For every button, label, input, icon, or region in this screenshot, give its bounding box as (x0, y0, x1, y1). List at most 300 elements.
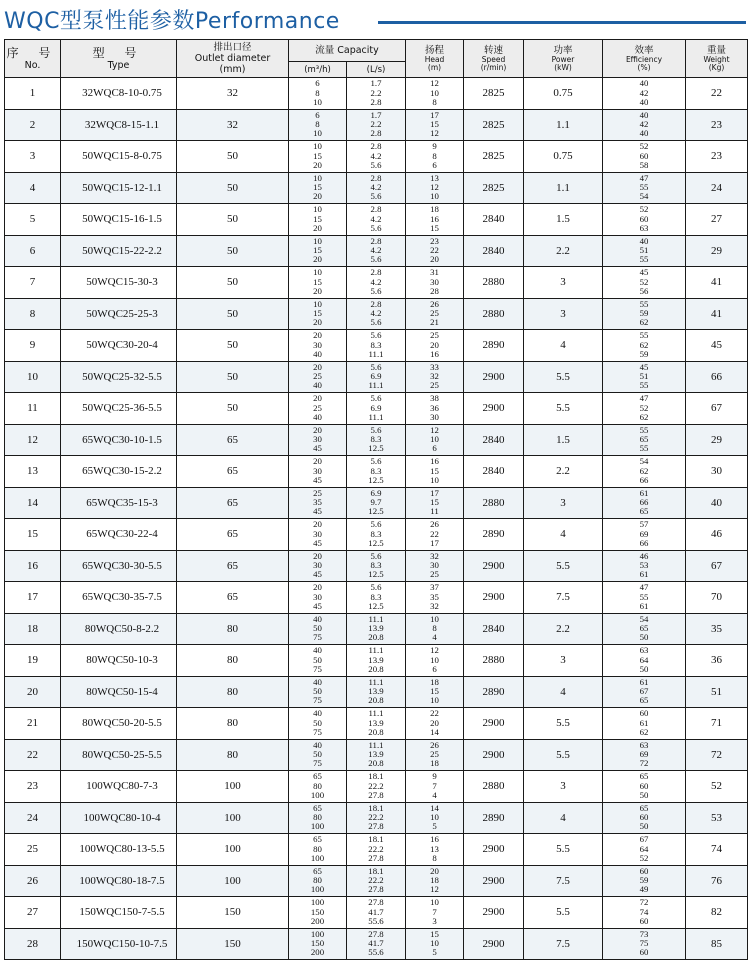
cell-flow-m3h-value: 10 (313, 141, 322, 152)
cell-efficiency-value: 53 (639, 560, 649, 571)
cell-flow-m3h-value: 20 (313, 456, 322, 467)
table-row (5, 456, 748, 488)
cell-diameter: 65 (177, 582, 289, 614)
cell-flow-ls-value: 12.5 (368, 474, 384, 485)
cell-flow-ls-value: 8.3 (370, 465, 382, 476)
cell-flow-m3h (289, 928, 347, 960)
cell-weight: 41 (686, 267, 748, 299)
cell-flow-m3h-value: 15 (313, 150, 322, 161)
cell-head-value: 30 (430, 276, 439, 287)
cell-head-value: 23 (430, 235, 439, 246)
cell-flow-ls-value: 22.2 (368, 843, 384, 854)
cell-flow-m3h-value: 50 (313, 717, 322, 728)
table-row (5, 487, 748, 519)
cell-flow-ls-value: 8.3 (370, 434, 382, 445)
cell-flow-m3h-value: 100 (310, 821, 325, 832)
header-cap-unit-m3h: (m³/h) (304, 64, 331, 75)
cell-flow-ls-value: 5.6 (370, 519, 382, 530)
cell-head-value: 10 (430, 897, 439, 908)
cell-efficiency-value: 61 (639, 569, 649, 580)
cell-flow-m3h (289, 204, 347, 236)
cell-efficiency (603, 897, 686, 929)
cell-head-value: 15 (430, 465, 439, 476)
cell-flow-m3h-value: 100 (310, 897, 325, 908)
cell-flow-m3h-value: 100 (310, 789, 325, 800)
cell-no: 19 (5, 645, 61, 677)
cell-speed: 2900 (464, 928, 524, 960)
cell-flow-m3h (289, 582, 347, 614)
cell-flow-ls-value: 11.1 (368, 411, 384, 422)
cell-flow-m3h (289, 676, 347, 708)
cell-diameter: 80 (177, 676, 289, 708)
table-row (5, 865, 748, 897)
cell-flow-m3h-value: 20 (313, 191, 322, 202)
cell-efficiency-value: 66 (639, 537, 649, 548)
cell-efficiency-value: 65 (639, 623, 649, 634)
cell-flow-ls (347, 865, 406, 897)
cell-type: 100WQC80-18-7.5 (61, 865, 177, 897)
cell-power: 2.2 (524, 235, 603, 267)
table-row (5, 204, 748, 236)
cell-power: 5.5 (524, 834, 603, 866)
header-power-unit: (kW) (554, 63, 572, 72)
cell-flow-ls-value: 4.2 (370, 308, 382, 319)
cell-diameter: 100 (177, 771, 289, 803)
cell-efficiency-value: 52 (639, 852, 649, 863)
cell-head-value: 17 (430, 109, 439, 120)
cell-head-value: 25 (430, 330, 439, 341)
cell-flow-m3h-value: 30 (313, 560, 322, 571)
cell-head-value: 13 (430, 843, 439, 854)
cell-flow-ls (347, 204, 406, 236)
cell-efficiency-value: 61 (639, 600, 649, 611)
cell-head-value: 7 (432, 780, 437, 791)
header-dia-unit: (mm) (219, 64, 246, 75)
cell-flow-ls (347, 802, 406, 834)
cell-power: 5.5 (524, 361, 603, 393)
cell-efficiency-value: 63 (639, 222, 649, 233)
cell-speed: 2900 (464, 834, 524, 866)
cell-power: 3 (524, 298, 603, 330)
cell-head-value: 18 (430, 204, 439, 215)
cell-head (406, 865, 464, 897)
cell-flow-ls (347, 739, 406, 771)
cell-head-value: 26 (430, 519, 439, 530)
cell-flow-m3h-value: 40 (313, 708, 322, 719)
cell-head-value: 22 (430, 708, 439, 719)
cell-efficiency (603, 267, 686, 299)
cell-speed: 2900 (464, 393, 524, 425)
cell-weight: 30 (686, 456, 748, 488)
cell-flow-ls-value: 4.2 (370, 150, 382, 161)
cell-efficiency-value: 51 (639, 371, 649, 382)
cell-efficiency (603, 865, 686, 897)
cell-flow-ls-value: 12.5 (368, 506, 384, 517)
cell-flow-ls (347, 109, 406, 141)
cell-flow-m3h-value: 20 (313, 159, 322, 170)
cell-flow-m3h-value: 8 (315, 87, 320, 98)
cell-flow-ls-value: 5.6 (370, 317, 382, 328)
cell-efficiency (603, 739, 686, 771)
cell-flow-m3h-value: 150 (310, 906, 325, 917)
cell-speed: 2840 (464, 456, 524, 488)
cell-flow-m3h-value: 25 (313, 402, 322, 413)
cell-flow-ls (347, 172, 406, 204)
cell-diameter: 65 (177, 456, 289, 488)
cell-power: 3 (524, 771, 603, 803)
cell-head-value: 8 (432, 623, 437, 634)
cell-flow-ls-value: 2.8 (370, 96, 382, 107)
cell-flow-m3h-value: 45 (313, 600, 322, 611)
cell-head (406, 172, 464, 204)
cell-type: 150WQC150-7-5.5 (61, 897, 177, 929)
cell-efficiency-value: 55 (639, 424, 649, 435)
cell-efficiency-value: 59 (639, 348, 649, 359)
cell-type: 50WQC30-20-4 (61, 330, 177, 362)
cell-flow-m3h-value: 10 (313, 204, 322, 215)
cell-flow-ls (347, 361, 406, 393)
cell-flow-m3h (289, 487, 347, 519)
cell-head-value: 10 (430, 812, 439, 823)
cell-power: 5.5 (524, 393, 603, 425)
cell-diameter: 65 (177, 519, 289, 551)
cell-head-value: 31 (430, 267, 439, 278)
cell-diameter: 80 (177, 708, 289, 740)
table-row (5, 235, 748, 267)
cell-efficiency-value: 50 (639, 663, 649, 674)
cell-head-value: 13 (430, 172, 439, 183)
cell-efficiency-value: 61 (639, 717, 649, 728)
table-row (5, 267, 748, 299)
cell-flow-m3h-value: 45 (313, 474, 322, 485)
cell-weight: 24 (686, 172, 748, 204)
cell-no: 25 (5, 834, 61, 866)
cell-speed: 2900 (464, 897, 524, 929)
cell-type: 80WQC50-20-5.5 (61, 708, 177, 740)
cell-flow-ls-value: 13.9 (368, 686, 384, 697)
cell-speed: 2890 (464, 676, 524, 708)
cell-head (406, 267, 464, 299)
cell-weight: 45 (686, 330, 748, 362)
cell-flow-m3h-value: 100 (310, 928, 325, 939)
cell-efficiency-value: 67 (639, 686, 649, 697)
cell-flow-ls-value: 27.8 (368, 928, 384, 939)
header-no (5, 40, 61, 78)
cell-power: 4 (524, 330, 603, 362)
cell-flow-m3h (289, 897, 347, 929)
cell-no: 7 (5, 267, 61, 299)
cell-flow-m3h-value: 80 (313, 875, 322, 886)
table-row (5, 424, 748, 456)
cell-head-value: 10 (430, 474, 439, 485)
cell-diameter: 65 (177, 424, 289, 456)
cell-head-value: 9 (432, 771, 437, 782)
cell-flow-m3h-value: 100 (310, 852, 325, 863)
cell-flow-m3h-value: 10 (313, 96, 322, 107)
cell-efficiency (603, 834, 686, 866)
cell-flow-m3h-value: 15 (313, 182, 322, 193)
cell-flow-ls-value: 1.7 (370, 109, 382, 120)
cell-flow-ls (347, 519, 406, 551)
cell-flow-ls-value: 6.9 (370, 371, 382, 382)
cell-no: 6 (5, 235, 61, 267)
cell-efficiency-value: 59 (639, 875, 649, 886)
cell-efficiency-value: 62 (639, 339, 649, 350)
cell-flow-ls-value: 9.7 (370, 497, 382, 508)
cell-weight: 67 (686, 393, 748, 425)
cell-head-value: 12 (430, 182, 439, 193)
cell-flow-m3h-value: 30 (313, 528, 322, 539)
cell-head-value: 4 (432, 789, 437, 800)
cell-speed: 2900 (464, 582, 524, 614)
cell-flow-ls-value: 27.8 (368, 789, 384, 800)
cell-no: 23 (5, 771, 61, 803)
cell-efficiency (603, 78, 686, 110)
cell-flow-m3h-value: 8 (315, 119, 320, 130)
cell-speed: 2840 (464, 613, 524, 645)
cell-flow-ls-value: 5.6 (370, 582, 382, 593)
cell-flow-ls-value: 4.2 (370, 182, 382, 193)
cell-efficiency-value: 40 (639, 109, 649, 120)
cell-type: 100WQC80-7-3 (61, 771, 177, 803)
cell-efficiency-value: 55 (639, 380, 649, 391)
cell-power: 1.5 (524, 424, 603, 456)
table-row (5, 582, 748, 614)
cell-head-value: 22 (430, 528, 439, 539)
cell-flow-m3h (289, 298, 347, 330)
cell-efficiency (603, 676, 686, 708)
cell-efficiency-value: 60 (639, 812, 649, 823)
cell-head-value: 8 (432, 150, 437, 161)
cell-flow-ls (347, 235, 406, 267)
cell-flow-m3h-value: 20 (313, 330, 322, 341)
cell-efficiency (603, 928, 686, 960)
cell-speed: 2825 (464, 172, 524, 204)
cell-flow-m3h-value: 30 (313, 591, 322, 602)
cell-head (406, 897, 464, 929)
cell-efficiency-value: 62 (639, 726, 649, 737)
cell-efficiency (603, 613, 686, 645)
cell-flow-ls-value: 5.6 (370, 191, 382, 202)
cell-head-value: 12 (430, 78, 439, 89)
cell-head-value: 14 (430, 726, 439, 737)
cell-speed: 2890 (464, 519, 524, 551)
cell-type: 50WQC15-30-3 (61, 267, 177, 299)
header-cap-ls (347, 62, 406, 78)
cell-type: 32WQC8-10-0.75 (61, 78, 177, 110)
cell-no: 17 (5, 582, 61, 614)
cell-no: 11 (5, 393, 61, 425)
cell-head-value: 10 (430, 654, 439, 665)
cell-flow-ls-value: 11.1 (368, 380, 384, 391)
cell-weight: 82 (686, 897, 748, 929)
cell-head-value: 18 (430, 875, 439, 886)
cell-efficiency-value: 60 (639, 708, 649, 719)
cell-head-value: 20 (430, 339, 439, 350)
cell-flow-ls-value: 20.8 (368, 695, 384, 706)
cell-diameter: 50 (177, 172, 289, 204)
cell-diameter: 65 (177, 550, 289, 582)
cell-head (406, 519, 464, 551)
cell-efficiency (603, 487, 686, 519)
cell-head-value: 16 (430, 834, 439, 845)
cell-flow-ls (347, 141, 406, 173)
header-type-cn: 型 号 (92, 45, 145, 60)
header-type (61, 40, 177, 78)
cell-efficiency (603, 708, 686, 740)
cell-no: 22 (5, 739, 61, 771)
table-row (5, 361, 748, 393)
header-weight-en: Weight (703, 54, 730, 64)
header-row (5, 40, 748, 62)
cell-efficiency-value: 52 (639, 141, 649, 152)
cell-type: 50WQC15-8-0.75 (61, 141, 177, 173)
cell-efficiency-value: 63 (639, 739, 649, 750)
header-eff-unit: (%) (637, 63, 651, 72)
cell-head-value: 26 (430, 298, 439, 309)
cell-flow-m3h-value: 50 (313, 654, 322, 665)
cell-flow-m3h-value: 20 (313, 361, 322, 372)
cell-head (406, 204, 464, 236)
cell-type: 50WQC15-12-1.1 (61, 172, 177, 204)
cell-type: 80WQC50-8-2.2 (61, 613, 177, 645)
cell-efficiency-value: 45 (639, 361, 649, 372)
cell-flow-ls-value: 11.1 (368, 676, 384, 687)
cell-diameter: 150 (177, 928, 289, 960)
cell-head (406, 928, 464, 960)
table-row (5, 708, 748, 740)
cell-flow-ls (347, 928, 406, 960)
cell-type: 65WQC30-35-7.5 (61, 582, 177, 614)
cell-flow-m3h-value: 30 (313, 465, 322, 476)
table-row (5, 330, 748, 362)
cell-diameter: 50 (177, 393, 289, 425)
cell-type: 50WQC15-22-2.2 (61, 235, 177, 267)
cell-flow-ls-value: 22.2 (368, 780, 384, 791)
cell-head (406, 298, 464, 330)
cell-flow-ls-value: 2.8 (370, 267, 382, 278)
header-efficiency (603, 40, 686, 78)
cell-flow-ls-value: 12.5 (368, 600, 384, 611)
cell-flow-m3h-value: 100 (310, 884, 325, 895)
cell-flow-ls-value: 2.8 (370, 235, 382, 246)
cell-efficiency-value: 40 (639, 128, 649, 139)
cell-efficiency-value: 50 (639, 632, 649, 643)
header-head-en: Head (424, 54, 445, 64)
cell-head-value: 32 (430, 550, 439, 561)
cell-flow-m3h-value: 50 (313, 686, 322, 697)
cell-efficiency-value: 60 (639, 947, 649, 958)
cell-efficiency-value: 72 (639, 758, 649, 769)
header-eff-en: Efficiency (625, 54, 663, 64)
cell-head (406, 141, 464, 173)
cell-efficiency-value: 65 (639, 506, 649, 517)
cell-speed: 2840 (464, 235, 524, 267)
cell-flow-ls-value: 5.6 (370, 285, 382, 296)
cell-speed: 2840 (464, 204, 524, 236)
cell-efficiency-value: 66 (639, 497, 649, 508)
cell-head-value: 6 (432, 443, 437, 454)
title-rule (378, 21, 746, 24)
cell-flow-m3h (289, 613, 347, 645)
cell-type: 65WQC30-22-4 (61, 519, 177, 551)
cell-diameter: 80 (177, 613, 289, 645)
cell-flow-ls-value: 12.5 (368, 569, 384, 580)
cell-efficiency-value: 59 (639, 308, 649, 319)
cell-efficiency-value: 52 (639, 204, 649, 215)
cell-type: 65WQC30-30-5.5 (61, 550, 177, 582)
table-row (5, 109, 748, 141)
cell-head (406, 487, 464, 519)
cell-flow-ls (347, 424, 406, 456)
cell-flow-ls-value: 27.8 (368, 852, 384, 863)
cell-power: 7.5 (524, 865, 603, 897)
cell-power: 0.75 (524, 78, 603, 110)
cell-flow-m3h-value: 80 (313, 843, 322, 854)
cell-flow-m3h-value: 50 (313, 749, 322, 760)
cell-diameter: 50 (177, 235, 289, 267)
cell-efficiency-value: 55 (639, 254, 649, 265)
cell-efficiency (603, 141, 686, 173)
table-row (5, 141, 748, 173)
cell-weight: 74 (686, 834, 748, 866)
cell-head-value: 20 (430, 254, 439, 265)
cell-head (406, 109, 464, 141)
cell-efficiency-value: 47 (639, 393, 649, 404)
cell-flow-ls-value: 55.6 (368, 915, 384, 926)
cell-weight: 41 (686, 298, 748, 330)
cell-power: 1.5 (524, 204, 603, 236)
table-row (5, 834, 748, 866)
cell-efficiency-value: 56 (639, 285, 649, 296)
cell-flow-ls (347, 298, 406, 330)
cell-head-value: 25 (430, 749, 439, 760)
cell-flow-m3h-value: 75 (313, 632, 322, 643)
cell-head-value: 25 (430, 569, 439, 580)
header-power-en: Power (551, 54, 575, 64)
cell-flow-ls-value: 11.1 (368, 645, 384, 656)
cell-power: 5.5 (524, 550, 603, 582)
cell-flow-ls-value: 6.9 (370, 402, 382, 413)
cell-flow-m3h-value: 10 (313, 267, 322, 278)
cell-diameter: 80 (177, 645, 289, 677)
cell-diameter: 50 (177, 204, 289, 236)
cell-diameter: 65 (177, 487, 289, 519)
cell-flow-ls-value: 12.5 (368, 443, 384, 454)
cell-weight: 85 (686, 928, 748, 960)
cell-flow-m3h (289, 424, 347, 456)
cell-type: 100WQC80-10-4 (61, 802, 177, 834)
cell-flow-m3h-value: 20 (313, 254, 322, 265)
cell-head-value: 15 (430, 119, 439, 130)
cell-flow-ls-value: 4.2 (370, 276, 382, 287)
cell-flow-m3h-value: 20 (313, 582, 322, 593)
cell-flow-ls-value: 18.1 (368, 771, 384, 782)
cell-head-value: 10 (430, 191, 439, 202)
cell-flow-ls (347, 456, 406, 488)
cell-efficiency (603, 330, 686, 362)
cell-flow-ls-value: 5.6 (370, 550, 382, 561)
cell-flow-ls-value: 41.7 (368, 906, 384, 917)
cell-flow-ls (347, 330, 406, 362)
cell-flow-m3h-value: 30 (313, 434, 322, 445)
cell-weight: 51 (686, 676, 748, 708)
cell-efficiency-value: 63 (639, 645, 649, 656)
cell-diameter: 32 (177, 78, 289, 110)
cell-head-value: 17 (430, 537, 439, 548)
cell-flow-m3h-value: 10 (313, 235, 322, 246)
cell-efficiency-value: 55 (639, 591, 649, 602)
